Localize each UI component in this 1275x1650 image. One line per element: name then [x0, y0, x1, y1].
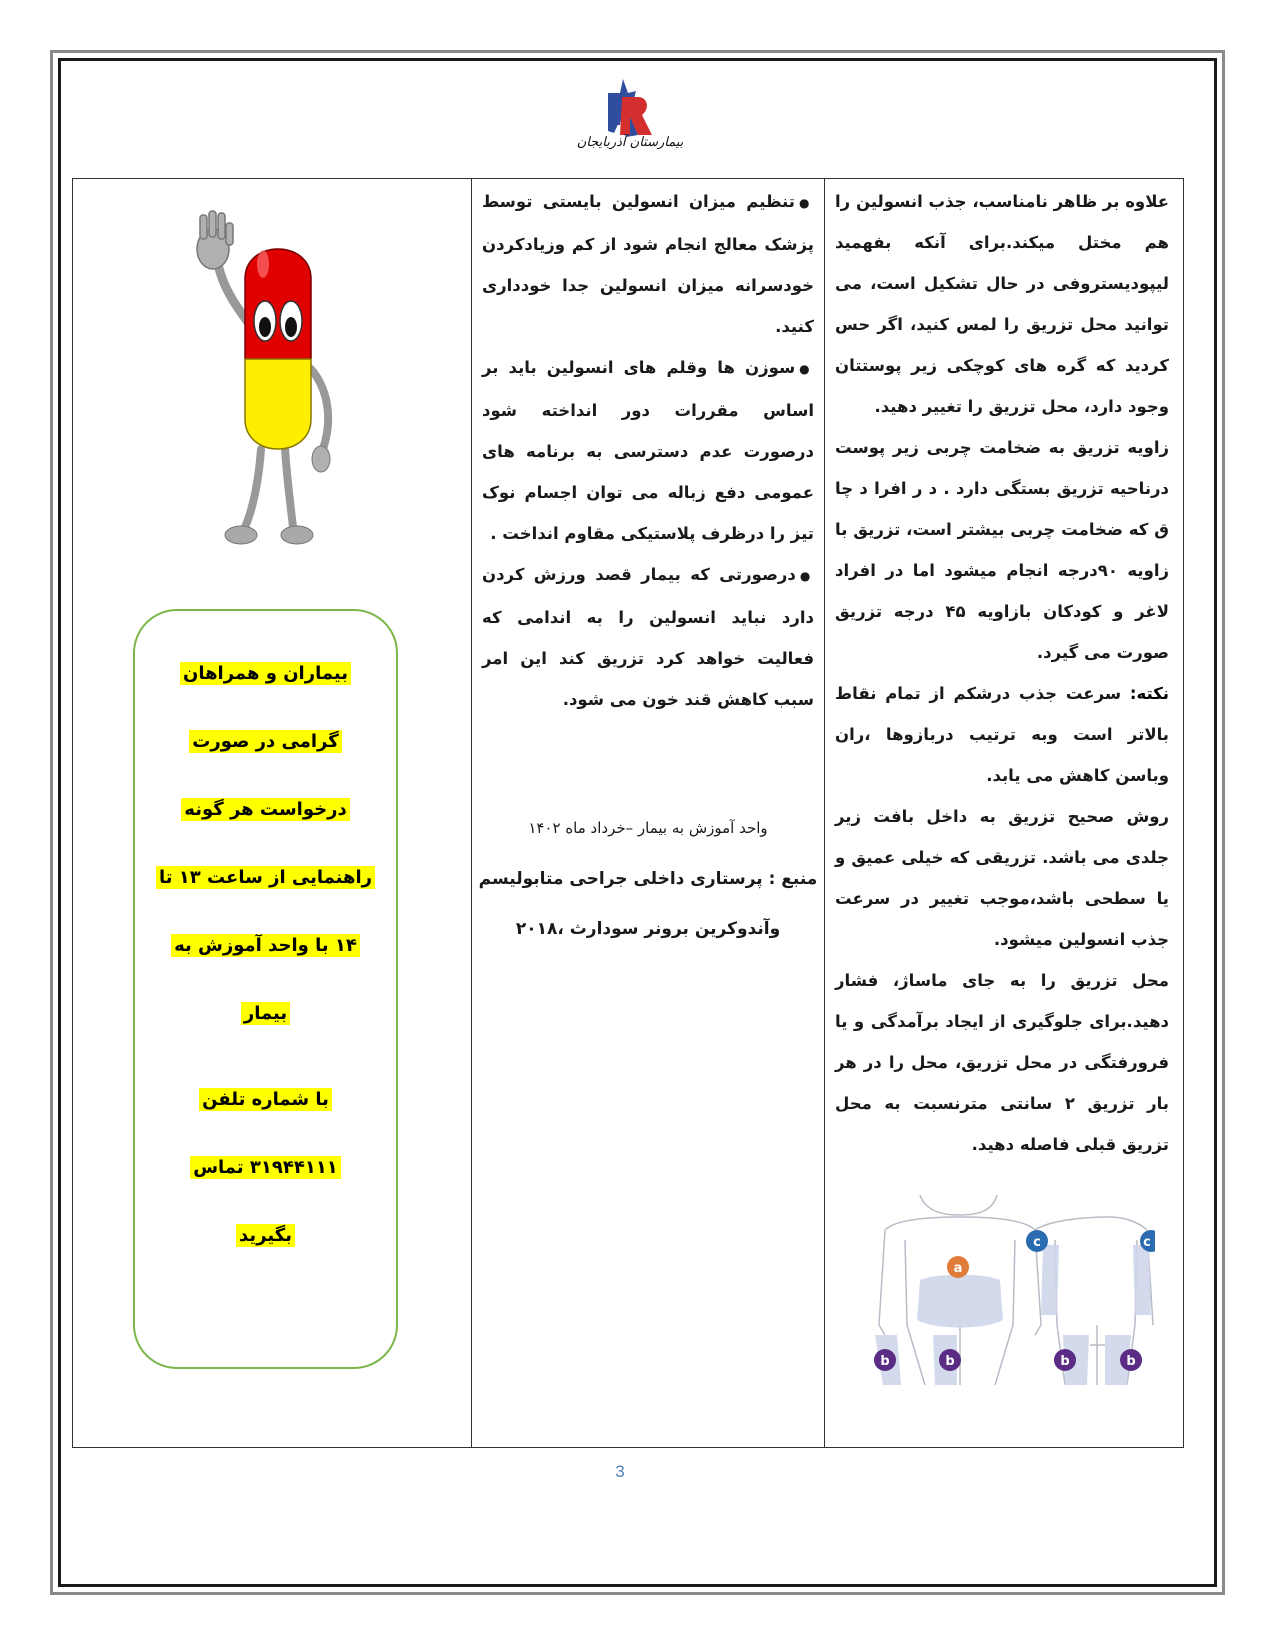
right-column: [825, 179, 1184, 1448]
site-label-a: a: [953, 1261, 963, 1276]
contact-callout-box: [133, 609, 398, 1369]
paragraph: علاوه بر ظاهر نامناسب، جذب انسولین را هم مختل میکند.برای آنکه بفهمید لیپودیستروفی در حال تشکیل است، می توانید محل تزریق را لمس کنید، اگر حس کردید که گره های کوچکی زیر پوستتان وجود دارد، محل تزریق را تغییر دهید.: [835, 192, 1169, 416]
site-label-b: b: [1126, 1354, 1136, 1369]
paragraph: روش صحیح تزریق به داخل بافت زیر جلدی می باشد. تزریقی که خیلی عمیق و یا سطحی باشد،موجب تغییر در سرعت جذب انسولین میشود.: [835, 807, 1169, 949]
callout-line: بگیرید: [135, 1225, 396, 1246]
site-label-b: b: [880, 1354, 890, 1369]
page-number: 3: [615, 1462, 625, 1481]
middle-bullets: [472, 179, 824, 720]
callout-line: بیمار: [135, 1003, 396, 1024]
pill-mascot-illustration: [183, 209, 353, 549]
site-label-c: c: [1033, 1235, 1041, 1250]
callout-line: با شماره تلفن: [135, 1089, 396, 1110]
bullet-item: ● درصورتی که بیمار قصد ورزش کردن دارد نباید انسولین را به اندامی که فعالیت خواهد کرد تزریق کند این امر سبب کاهش قند خون می شود.: [482, 554, 814, 720]
content-table: [72, 178, 1184, 1448]
credit-authors: وآندوکرین برونر سودارث ،۲۰۱۸: [515, 919, 781, 939]
callout-line: ۱۴ با واحد آموزش به: [135, 935, 396, 956]
middle-column: [472, 179, 825, 1448]
credit-unit: واحد آموزش به بیمار –خرداد ماه ۱۴۰۲: [528, 819, 768, 837]
note-paragraph: [835, 673, 1169, 796]
callout-line: ۳۱۹۴۴۱۱۱ تماس: [135, 1157, 396, 1178]
callout-line: راهنمایی از ساعت ۱۳ تا: [135, 867, 396, 888]
site-label-c: c: [1143, 1235, 1151, 1250]
bullet-item: ● تنظیم میزان انسولین بایستی توسط پزشک معالج انجام شود از کم وزیادکردن خودسرانه میزان انسولین جدا خودداری کنید.: [482, 181, 814, 347]
site-label-b: b: [1060, 1354, 1070, 1369]
note-label: نکته:: [1129, 684, 1169, 703]
paragraph: زاویه تزریق به ضخامت چربی زیر پوست درناحیه تزریق بستگی دارد . د ر افرا د چا ق که ضخامت چربی بیشتر است، تزریق با زاویه ۹۰درجه انجام میشود اما در افراد لاغر و کودکان بازاویه ۴۵ درجه تزریق صورت می گیرد.: [835, 438, 1170, 662]
callout-line: درخواست هر گونه: [135, 799, 396, 820]
injection-sites-illustration: [865, 1185, 1155, 1400]
callout-line: گرامی در صورت: [135, 731, 396, 752]
left-column: [73, 179, 472, 1448]
bullet-item: ● سوزن ها وقلم های انسولین باید بر اساس مقررات دور انداخته شود درصورت عدم دسترسی به برنامه های عمومی دفع زباله می توان اجسام نوک تیز را درظرف پلاستیکی مقاوم انداخت .: [482, 347, 814, 554]
right-text: [825, 179, 1183, 1165]
site-label-b: b: [945, 1354, 955, 1369]
logo-caption: بیمارستان آذربایجان: [576, 135, 684, 150]
note-text: سرعت جذب درشکم از تمام نقاط بالاتر است وبه ترتیب دربازوها ،ران وباسن کاهش می یابد.: [835, 684, 1169, 785]
paragraph: محل تزریق را به جای ماساژ، فشار دهید.برای جلوگیری از ایجاد برآمدگی و یا فرورفتگی در محل تزریق، محل را در هر بار تزریق ۲ سانتی مترنسبت به محل تزریق قبلی فاصله دهید.: [835, 971, 1169, 1154]
credit-source: منبع : پرستاری داخلی جراحی متابولیسم: [478, 869, 818, 889]
callout-line: بیماران و همراهان: [135, 663, 396, 684]
